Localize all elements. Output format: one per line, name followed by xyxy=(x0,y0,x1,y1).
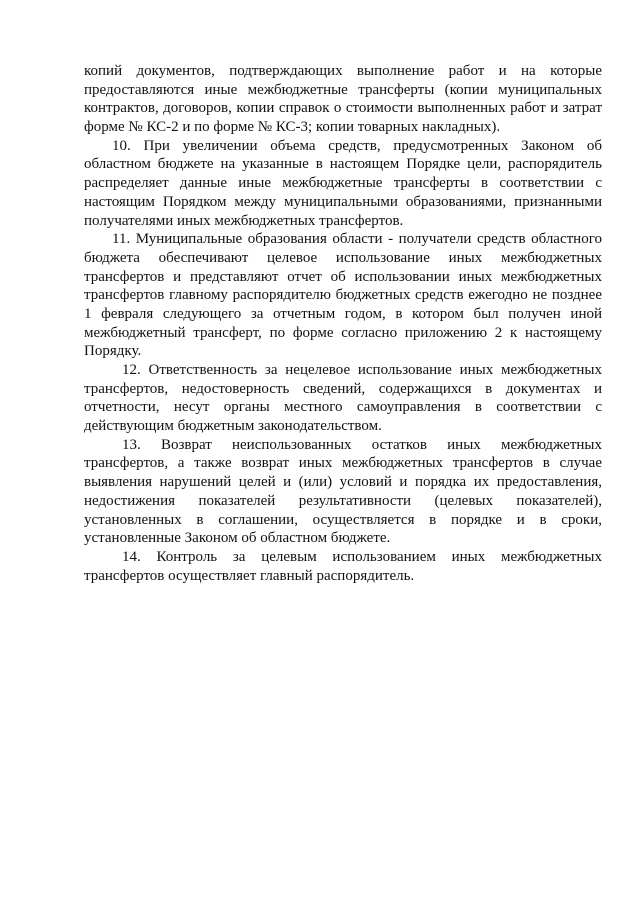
text-line: Порядку. xyxy=(84,343,142,360)
text-line: 1 февраля следующего за отчетным годом, в котором был получен иной xyxy=(84,305,602,322)
text-line: 13. Возврат неиспользованных остатков иных межбюджетных xyxy=(122,436,602,453)
text-line: настоящим Порядком между муниципальными образованиями, признанными xyxy=(84,193,602,210)
text-line: областном бюджете на указанные в настоящем Порядке цели, распорядитель xyxy=(84,156,602,173)
text-line: 11. Муниципальные образования области - получатели средств областного xyxy=(112,231,602,248)
text-line: трансфертов главному распорядителю бюджетных средств ежегодно не позднее xyxy=(84,287,602,304)
paragraph-kopii xyxy=(84,62,602,137)
text-line: предоставляются иные межбюджетные трансферты (копии муниципальных xyxy=(84,81,602,98)
paragraph-13 xyxy=(84,436,602,548)
paragraph-12 xyxy=(84,361,602,436)
text-line: трансфертов, а также возврат иных межбюджетных трансфертов в случае xyxy=(84,455,602,472)
text-line: трансфертов осуществляет главный распорядитель. xyxy=(84,567,415,584)
text-line: копий документов, подтверждающих выполнение работ и на которые xyxy=(84,63,602,79)
text-line: получателями иных межбюджетных трансфертов. xyxy=(84,212,404,229)
paragraph-10 xyxy=(84,137,602,230)
text-line: действующим бюджетным законодательством. xyxy=(84,418,382,435)
paragraph-11 xyxy=(84,230,602,361)
text-line: контрактов, договоров, копии справок о стоимости выполненных работ и затрат xyxy=(84,100,602,117)
text-line: трансфертов, недостоверность сведений, содержащихся в документах и xyxy=(84,380,602,397)
text-line: 10. При увеличении объема средств, предусмотренных Законом об xyxy=(112,137,602,154)
text-line: установленные Законом об областном бюджете. xyxy=(84,530,391,547)
text-line: 14. Контроль за целевым использованием иных межбюджетных xyxy=(122,548,602,565)
text-line: форме № КС-2 и по форме № КС-3; копии товарных накладных). xyxy=(84,119,501,136)
text-line: трансфертов и представляют отчет об использовании иных межбюджетных xyxy=(84,268,602,285)
text-line: 12. Ответственность за нецелевое использование иных межбюджетных xyxy=(122,362,602,378)
text-line: межбюджетный трансферт, по форме согласно приложению 2 к настоящему xyxy=(84,324,602,341)
text-line: отчетности, несут органы местного самоуправления в соответствии с xyxy=(84,399,602,416)
document-body xyxy=(84,62,602,585)
text-line: установленных в соглашении, осуществляется в порядке и в сроки, xyxy=(84,511,602,528)
paragraph-14 xyxy=(84,548,602,585)
text-line: выявления нарушений целей и (или) условий и порядка их предоставления, xyxy=(84,474,602,491)
text-line: бюджета обеспечивают целевое использование иных межбюджетных xyxy=(84,249,602,266)
text-line: недостижения показателей результативности (целевых показателей), xyxy=(84,492,602,509)
text-line: распределяет данные иные межбюджетные трансферты в соответствии с xyxy=(84,175,602,192)
